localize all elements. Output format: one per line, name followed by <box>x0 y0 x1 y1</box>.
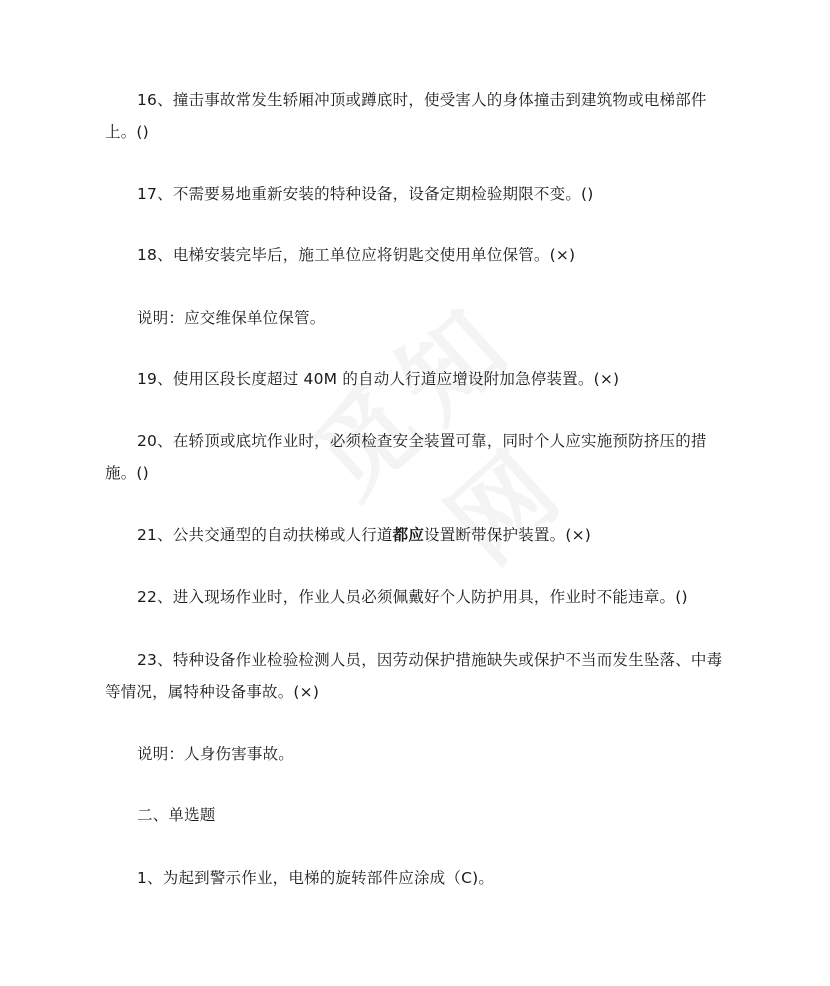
paragraph-q19: 19、使用区段长度超过 40M 的自动人行道应增设附加急停装置。(×) <box>137 370 620 388</box>
paragraph-q22: 22、进入现场作业时，作业人员必须佩戴好个人防护用具，作业时不能违章。() <box>137 588 688 606</box>
paragraph-q17: 17、不需要易地重新安装的特种设备，设备定期检验期限不变。() <box>137 185 594 203</box>
q21-text-start: 21、公共交通型的自动扶梯或人行道 <box>137 526 393 544</box>
paragraph-q16: 16、撞击事故常发生轿厢冲顶或蹲底时，使受害人的身体撞击到建筑物或电梯部件上。() <box>105 91 707 141</box>
note-q23: 说明：人身伤害事故。 <box>137 745 295 763</box>
paragraph-sc-q1: 1、为起到警示作业，电梯的旋转部件应涂成（C)。 <box>137 869 495 887</box>
q21-text-end: 设置断带保护装置。(×) <box>424 526 592 544</box>
paragraph-q18: 18、电梯安装完毕后，施工单位应将钥匙交使用单位保管。(×) <box>137 246 576 264</box>
paragraph-q23: 23、特种设备作业检验检测人员，因劳动保护措施缺失或保护不当而发生坠落、中毒等情况，属特种设备事故。(×) <box>105 651 723 701</box>
section-heading-single-choice: 二、单选题 <box>137 806 216 824</box>
q21-bold-text: 都应 <box>392 526 425 544</box>
note-q18: 说明：应交维保单位保管。 <box>137 309 326 327</box>
paragraph-q21 <box>105 519 735 551</box>
paragraph-q20: 20、在轿顶或底坑作业时，必须检查安全装置可靠，同时个人应实施预防挤压的措施。() <box>105 432 707 482</box>
watermark <box>249 241 580 559</box>
